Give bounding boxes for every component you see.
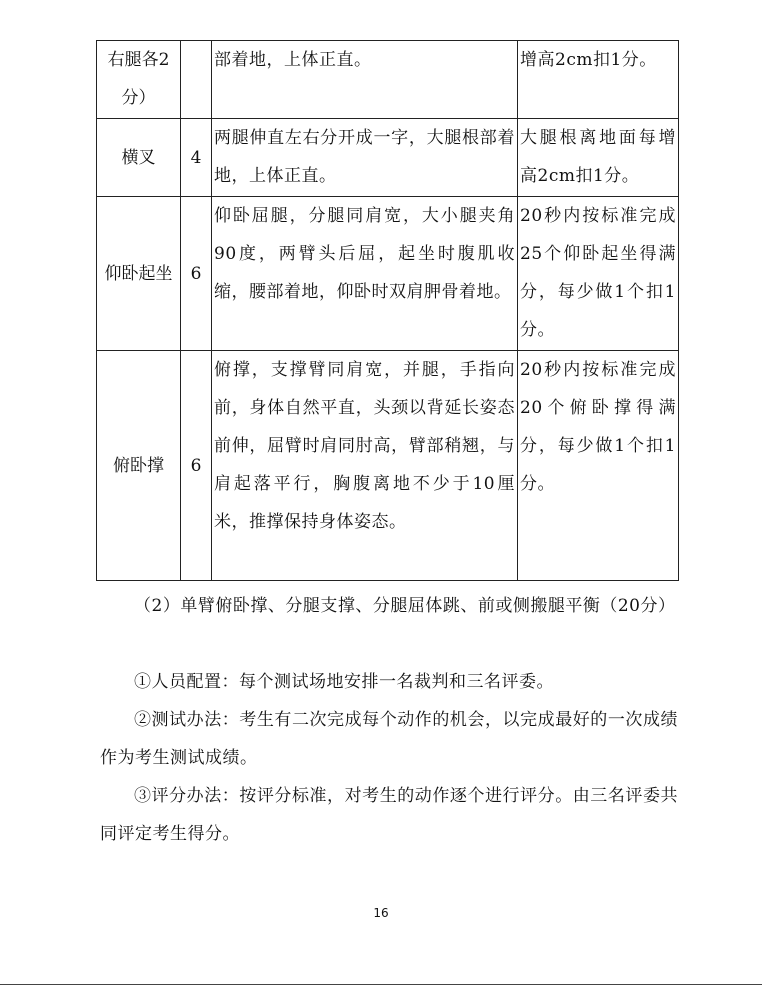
item-name-cell: 横叉 [97, 119, 181, 197]
standard-cell: 20秒内按标准完成25个仰卧起坐得满分，每少做1个扣1分。 [518, 197, 679, 351]
item-score-cell: 4 [181, 119, 212, 197]
bottom-divider [0, 984, 762, 985]
requirement-cell: 仰卧屈腿，分腿同肩宽，大小腿夹角90度，两臂头后屈，起坐时腹肌收缩，腰部着地，仰卧时双肩胛骨着地。 [212, 197, 518, 351]
standard-cell: 大腿根离地面每增高2cm扣1分。 [518, 119, 679, 197]
section-heading-paragraph: （2）单臂俯卧撑、分腿支撑、分腿屈体跳、前或侧搬腿平衡（20分） [134, 596, 676, 616]
table-row [97, 41, 679, 119]
requirement-cell: 部着地，上体正直。 [212, 41, 518, 119]
item-name-cell: 仰卧起坐 [97, 197, 181, 351]
standard-cell: 增高2cm扣1分。 [518, 41, 679, 119]
item-score-cell [181, 41, 212, 119]
table-row [97, 119, 679, 197]
scoring-method-paragraph: ③评分办法：按评分标准，对考生的动作逐个进行评分。由三名评委共同评定考生得分。 [100, 786, 678, 844]
item-score-cell: 6 [181, 351, 212, 581]
standard-cell: 20秒内按标准完成20个俯卧撑得满分，每少做1个扣1分。 [518, 351, 679, 581]
staffing-paragraph: ①人员配置：每个测试场地安排一名裁判和三名评委。 [134, 672, 554, 692]
requirement-cell: 俯撑，支撑臂同肩宽，并腿，手指向前，身体自然平直，头颈以背延长姿态前伸，屈臂时肩同肘高，臂部稍翘，与肩起落平行，胸腹离地不少于10厘米，推撑保持身体姿态。 [212, 351, 518, 581]
item-name-cell: 右腿各2分） [97, 41, 181, 119]
table-row [97, 351, 679, 581]
table-row [97, 197, 679, 351]
requirement-cell: 两腿伸直左右分开成一字，大腿根部着地，上体正直。 [212, 119, 518, 197]
test-method-paragraph: ②测试办法：考生有二次完成每个动作的机会，以完成最好的一次成绩作为考生测试成绩。 [100, 710, 678, 768]
scoring-table [96, 40, 679, 581]
item-score-cell: 6 [181, 197, 212, 351]
page-number: 16 [373, 906, 389, 920]
item-name-cell: 俯卧撑 [97, 351, 181, 581]
